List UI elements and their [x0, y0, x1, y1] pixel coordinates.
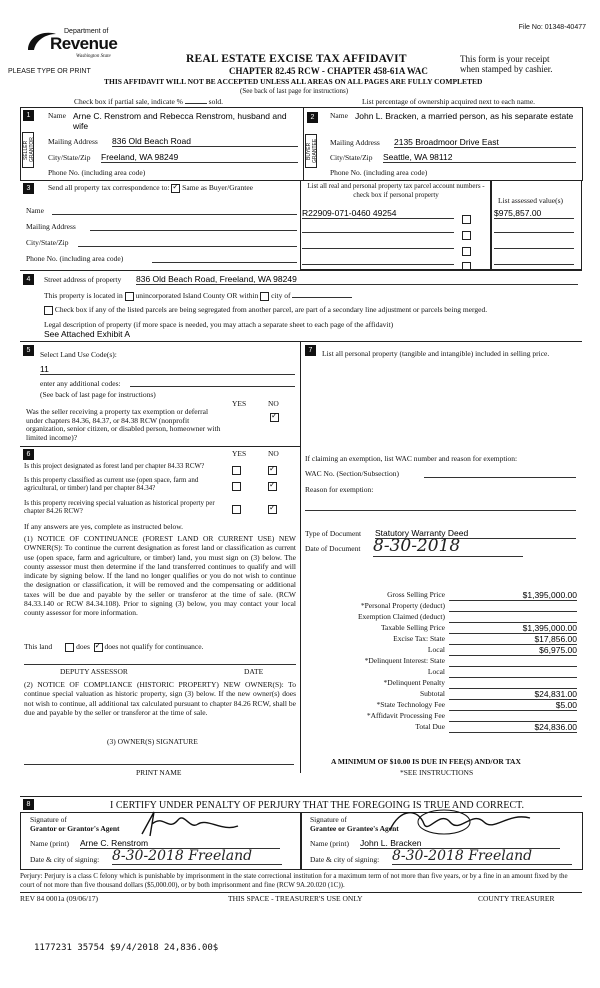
city-checkbox[interactable]: [260, 292, 269, 301]
file-number: File No: 01348-40477: [518, 24, 586, 31]
divider-5: [20, 341, 582, 342]
seller-phone-label: Phone No. (including area code): [48, 168, 146, 177]
forest-no-checkbox[interactable]: [268, 466, 277, 475]
street-label: Street address of property: [44, 275, 122, 284]
print-name-label: PRINT NAME: [136, 768, 182, 777]
city-of-label: city of: [271, 291, 291, 300]
s5-no-header: NO: [268, 399, 279, 408]
doc-type-field[interactable]: Statutory Warranty Deed: [375, 528, 576, 539]
tax-row-label: *State Technology Fee: [376, 700, 445, 709]
located-label: This property is located in: [44, 291, 123, 300]
current-use-yes-checkbox[interactable]: [232, 482, 241, 491]
divider-8: [20, 796, 582, 797]
logo-state: Washington State: [76, 54, 111, 59]
send-correspondence: [48, 183, 253, 193]
continuance-notice: (1) NOTICE OF CONTINUANCE (FOREST LAND OR CURRENT USE) NEW OWNER(S): To continue the current designation as forest land or classification as current use (open space, farm and agriculture, or timber) land, you must sign on (3) below. The county assessor must then determine if the land transferred continues to qualify and will indicate by signing below. If the land no longer qualifies or you do not wish to continue the designation or classification, it will be removed and the compensating or additional taxes will be due and payable by the seller or transferor at the time of sale. (RCW 84.33.140 or RCW 84.34.108). Prior to signing (3) below, you may contact your local county assessor for more information.: [24, 534, 296, 618]
tax-row-value[interactable]: [449, 612, 577, 623]
section-6-number: 6: [23, 449, 34, 460]
grantee-signature[interactable]: [384, 804, 534, 840]
personal-property-label: List all personal property (tangible and intangible) included in selling price.: [322, 349, 550, 358]
s3-phone-field[interactable]: [152, 262, 297, 263]
assessed-header: List assessed value(s): [498, 196, 563, 205]
reason-label: Reason for exemption:: [305, 485, 374, 494]
section-3-number: 3: [23, 183, 34, 194]
s5-yes-header: YES: [232, 399, 247, 408]
buyer-name-label: Name: [330, 111, 348, 120]
tax-row-label: *Delinquent Interest: State: [364, 656, 445, 665]
legal-field[interactable]: See Attached Exhibit A: [44, 329, 131, 339]
current-use-no-checkbox[interactable]: [268, 482, 277, 491]
tax-row-label: Local: [427, 645, 445, 654]
county-treasurer: COUNTY TREASURER: [478, 894, 555, 903]
tax-row: [305, 722, 579, 733]
additional-codes-field[interactable]: [130, 386, 295, 387]
divider-4: [20, 270, 582, 271]
tax-row: [305, 656, 579, 667]
unincorporated-label: unincorporated Island County OR within: [135, 291, 259, 300]
grantee-date-label: Date & city of signing:: [310, 855, 380, 864]
tax-row-value[interactable]: $5.00: [449, 700, 577, 711]
parcel-header: List all real and personal property tax parcel account numbers - check box if personal property: [307, 182, 485, 199]
deputy-date-label: DATE: [244, 667, 264, 676]
tax-row-label: Gross Selling Price: [387, 590, 445, 599]
warning-banner: THIS AFFIDAVIT WILL NOT BE ACCEPTED UNLESS ALL AREAS ON ALL PAGES ARE FULLY COMPLETED: [104, 77, 483, 86]
section-1-number: 1: [23, 110, 34, 121]
legal-label: Legal description of property (if more space is needed, you may attach a separate sheet to each page of the affidavit): [44, 320, 394, 329]
s3-phone-label: Phone No. (including area code): [26, 254, 124, 263]
tax-row-label: Exemption Claimed (deduct): [357, 612, 445, 621]
tax-row-value[interactable]: [449, 667, 577, 678]
grantor-sig-label-2: Grantor or Grantor's Agent: [30, 824, 120, 833]
city-of-field[interactable]: [292, 297, 352, 298]
parcel-2-checkbox[interactable]: [462, 231, 471, 240]
segregated-label: Check box if any of the listed parcels are being segregated from another parcel, are part of a secondary line adjustment or parcels being merged.: [54, 305, 488, 314]
tax-row: [305, 700, 579, 711]
segregated-checkbox[interactable]: [44, 306, 53, 315]
column-divider: [300, 341, 301, 773]
this-land-label: This land: [24, 642, 53, 651]
grantee-sig-label-1: Signature of: [310, 815, 347, 824]
grantor-sig-label-1: Signature of: [30, 815, 67, 824]
tax-row: [305, 590, 579, 601]
s3-mail-label: Mailing Address: [26, 222, 76, 231]
divider-6: [20, 446, 300, 447]
tax-row-label: Subtotal: [419, 689, 445, 698]
minimum-fee-note: A MINIMUM OF $10.00 IS DUE IN FEE(S) AND/OR TAX: [331, 757, 521, 766]
section-5-number: 5: [23, 345, 34, 356]
parcel-number-1[interactable]: R22909-071-0460 49254: [302, 208, 454, 219]
parcel-number-4[interactable]: [302, 264, 454, 265]
forest-question: Is this project designated as forest land per chapter 84.33 RCW?: [24, 462, 205, 470]
historic-question: Is this property receiving special valuation as historical property per chapter 84.26 RCW?: [24, 499, 215, 515]
tax-row: [305, 601, 579, 612]
exemption-no-checkbox[interactable]: [270, 413, 279, 422]
does-not-label: does not qualify for continuance.: [104, 642, 204, 651]
tax-row: [305, 689, 579, 700]
owner-sig-label: (3) OWNER(S) SIGNATURE: [107, 737, 198, 746]
tax-row-value[interactable]: [449, 678, 577, 689]
does-label: does: [76, 642, 90, 651]
seller-city-field[interactable]: Freeland, WA 98249: [101, 152, 298, 163]
buyer-mail-label: Mailing Address: [330, 138, 380, 147]
located-row: [44, 291, 352, 301]
tax-row: [305, 711, 579, 722]
forest-yes-checkbox[interactable]: [232, 466, 241, 475]
seller-city-label: City/State/Zip: [48, 153, 91, 162]
buyer-city-field[interactable]: Seattle, WA 98112: [383, 152, 576, 163]
assessed-value-1[interactable]: $975,857.00: [494, 208, 574, 219]
section-2-number: 2: [307, 112, 318, 123]
tax-row-label: Excise Tax: State: [393, 634, 445, 643]
qualify-row: [24, 642, 203, 652]
s6-no-header: NO: [268, 449, 279, 458]
s3-name-label: Name: [26, 206, 44, 215]
partial-sold-label: sold.: [208, 97, 224, 106]
buyer-city-label: City/State/Zip: [330, 153, 373, 162]
tax-row-value[interactable]: $24,836.00: [449, 722, 577, 733]
assessed-value-3[interactable]: [494, 248, 574, 249]
please-type: PLEASE TYPE OR PRINT: [8, 68, 91, 75]
s6-yes-header: YES: [232, 449, 247, 458]
tax-row-label: *Delinquent Penalty: [383, 678, 445, 687]
same-as-buyer-checkbox[interactable]: [171, 184, 180, 193]
receipt-note-1: This form is your receipt: [460, 54, 550, 64]
same-as-buyer-label: Same as Buyer/Grantee: [182, 183, 253, 192]
tax-row-label: *Personal Property (deduct): [360, 601, 445, 610]
tax-row: [305, 634, 579, 645]
owner-sig-line[interactable]: [24, 764, 294, 765]
tax-row-value[interactable]: $1,395,000.00: [449, 623, 577, 634]
tax-row: [305, 623, 579, 634]
assessed-value-2[interactable]: [494, 232, 574, 233]
parcel-1-checkbox[interactable]: [462, 215, 471, 224]
s3-mail-field[interactable]: [90, 230, 297, 231]
historic-no-checkbox[interactable]: [268, 505, 277, 514]
tax-row: [305, 667, 579, 678]
tax-row-value[interactable]: $17,856.00: [449, 634, 577, 645]
buyer-phone-label: Phone No. (including area code): [330, 168, 428, 177]
if-yes-note: If any answers are yes, complete as instructed below.: [24, 522, 184, 531]
s5-see-back: (See back of last page for instructions): [40, 390, 156, 399]
tax-row-label: Local: [427, 667, 445, 676]
grantor-date-label: Date & city of signing:: [30, 855, 100, 864]
exemption-question: Was the seller receiving a property tax exemption or deferral under chapters 84.36, 84.37, or 84.38 RCW (nonprofit organization, senior citizen, or disabled person, homeowner with limited income)?: [26, 407, 221, 442]
grantor-print-label: Name (print): [30, 839, 69, 848]
partial-sale-label: Check box if partial sale, indicate %: [74, 97, 183, 106]
parcel-number-2[interactable]: [302, 232, 454, 233]
tax-row: [305, 612, 579, 623]
compliance-notice: (2) NOTICE OF COMPLIANCE (HISTORIC PROPERTY) NEW OWNER(S): To continue special valuation as historic property, sign (3) below. If the new owner(s) does not wish to continue, all additional tax calculated pursuant to chapter 84.26 RCW, shall be due and payable by the seller or transferor at the time of sale.: [24, 680, 296, 717]
buyer-side-label: BUYER GRANTEE: [305, 134, 317, 168]
logo-department: Department of: [64, 28, 109, 35]
unincorporated-checkbox[interactable]: [125, 292, 134, 301]
deputy-label: DEPUTY ASSESSOR: [60, 667, 128, 676]
dor-logo: [24, 22, 124, 72]
footer-rule: [20, 892, 582, 893]
tax-row-label: Total Due: [415, 722, 445, 731]
doc-date-label: Date of Document: [305, 544, 361, 553]
buyer-mail-field[interactable]: 2135 Broadmoor Drive East: [394, 137, 576, 148]
does-not-qualify-checkbox[interactable]: [94, 643, 103, 652]
see-instructions: *SEE INSTRUCTIONS: [400, 768, 474, 777]
tax-row: [305, 678, 579, 689]
receipt-stamp: 1177231 35754 $9/4/2018 24,836.00$: [34, 943, 219, 953]
additional-codes-label: enter any additional codes:: [40, 379, 121, 388]
land-use-label: Select Land Use Code(s):: [40, 350, 117, 359]
form-subtitle: CHAPTER 82.45 RCW - CHAPTER 458-61A WAC: [229, 66, 428, 76]
form-title: REAL ESTATE EXCISE TAX AFFIDAVIT: [186, 53, 407, 65]
section-4-number: 4: [23, 274, 34, 285]
s3-name-field[interactable]: [52, 214, 297, 215]
receipt-note-2: when stamped by cashier.: [460, 64, 553, 74]
wac-field[interactable]: [424, 477, 576, 478]
buyer-name-field[interactable]: John L. Bracken, a married person, as his separate estate: [355, 111, 574, 121]
perjury-notice: Perjury: Perjury is a class C felony which is punishable by imprisonment in the state correctional institution for a maximum term of not more than five years, or by a fine in an amount fixed by the court of not more than five thousand dollars ($5,000.00), or by both imprisonment and fine (RCW 9A.20.020 (1C)).: [20, 872, 568, 889]
tax-row-value[interactable]: $1,395,000.00: [449, 590, 577, 601]
doc-type-label: Type of Document: [305, 529, 362, 538]
grantee-print-field[interactable]: John L. Bracken: [360, 838, 560, 849]
wac-label: WAC No. (Section/Subsection): [305, 469, 399, 478]
historic-yes-checkbox[interactable]: [232, 505, 241, 514]
exemption-claim-label: If claiming an exemption, list WAC number and reason for exemption:: [305, 454, 518, 463]
section-7-number: 7: [305, 345, 316, 356]
grantee-date-field[interactable]: 8-30-2018 Freeland: [392, 848, 572, 865]
logo-revenue: Revenue: [50, 34, 118, 53]
assessed-list: [490, 180, 582, 270]
tax-row-value[interactable]: [449, 711, 577, 722]
seller-side-label: SELLER GRANTOR: [22, 132, 34, 168]
tax-row-value[interactable]: $6,975.00: [449, 645, 577, 656]
partial-percent-field[interactable]: [185, 103, 207, 104]
s3-city-field[interactable]: [78, 246, 297, 247]
parcel-number-3[interactable]: [302, 248, 454, 249]
seller-name-label: Name: [48, 111, 66, 120]
seller-mail-label: Mailing Address: [48, 137, 98, 146]
parcel-3-checkbox[interactable]: [462, 247, 471, 256]
certify-statement: I CERTIFY UNDER PENALTY OF PERJURY THAT THE FOREGOING IS TRUE AND CORRECT.: [110, 800, 524, 811]
grantee-sig-label-2: Grantee or Grantee's Agent: [310, 824, 399, 833]
grantee-print-label: Name (print): [310, 839, 349, 848]
street-field[interactable]: 836 Old Beach Road, Freeland, WA 98249: [136, 274, 578, 285]
ownership-note: List percentage of ownership acquired next to each name.: [362, 97, 536, 106]
grantor-print-field[interactable]: Arne C. Renstrom: [80, 838, 280, 849]
section-8-number: 8: [23, 799, 34, 810]
revision-code: REV 84 0001a (09/06/17): [20, 894, 98, 903]
segregated-row: [44, 305, 487, 315]
see-back-note: (See back of last page for instructions): [240, 87, 349, 95]
current-use-question: Is this property classified as current use (open space, farm and agricultural, or timber) land per chapter 84.34?: [24, 476, 199, 492]
tax-row-value[interactable]: [449, 656, 577, 667]
tax-row-label: Taxable Selling Price: [380, 623, 445, 632]
tax-row: [305, 645, 579, 656]
tax-row-value[interactable]: $24,831.00: [449, 689, 577, 700]
grantor-date-field[interactable]: 8-30-2018 Freeland: [112, 848, 282, 865]
does-qualify-checkbox[interactable]: [65, 643, 74, 652]
deputy-line[interactable]: [24, 664, 296, 665]
treasurer-space: THIS SPACE - TREASURER'S USE ONLY: [228, 894, 363, 903]
tax-row-value[interactable]: [449, 601, 577, 612]
s3-city-label: City/State/Zip: [26, 238, 69, 247]
seller-mail-field[interactable]: 836 Old Beach Road: [112, 136, 298, 147]
doc-date-field[interactable]: 8-30-2018: [373, 536, 523, 557]
partial-sale-row: [74, 97, 223, 106]
assessed-value-4[interactable]: [494, 264, 574, 265]
seller-name-field[interactable]: Arne C. Renstrom and Rebecca Renstrom, husband and wife: [73, 111, 287, 131]
send-label: Send all property tax correspondence to:: [48, 183, 170, 192]
land-use-field[interactable]: 11: [40, 364, 295, 375]
tax-row-label: *Affidavit Processing Fee: [366, 711, 445, 720]
reason-field[interactable]: [305, 510, 576, 511]
grantor-signature[interactable]: [138, 806, 248, 840]
